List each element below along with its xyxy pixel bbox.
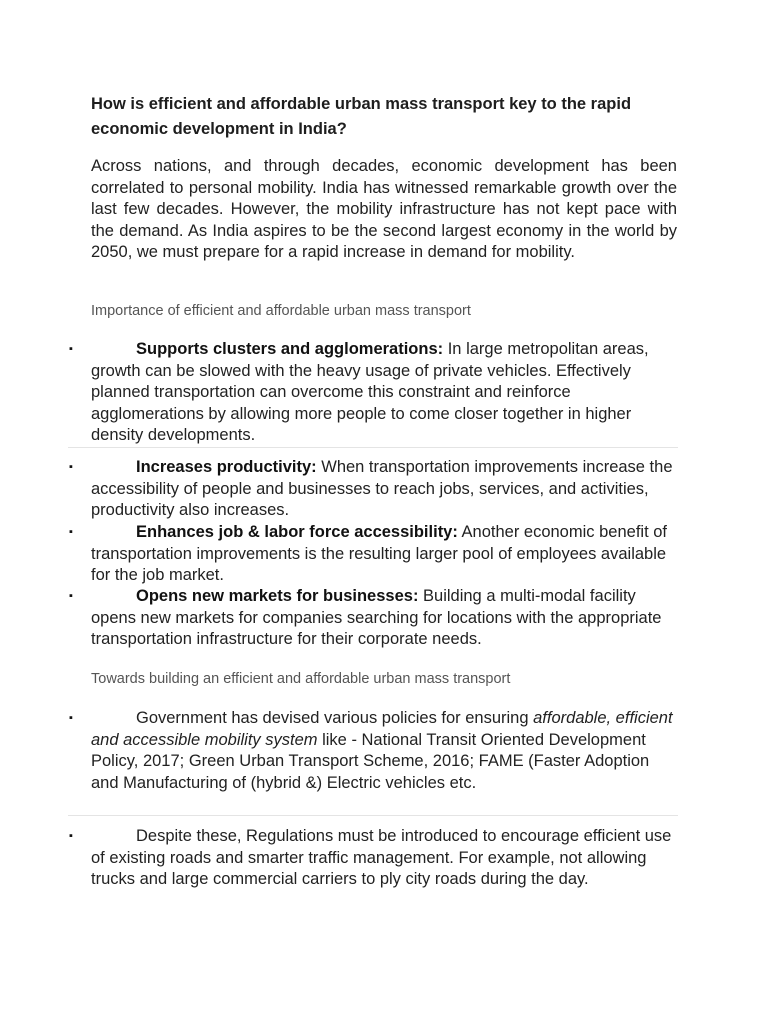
list-item-text: When transportation improvements increase the accessibility of people and businesses to reach jobs, services, and activities, productivity also increases. — [91, 458, 673, 520]
list-item-text: Another economic benefit of transportation improvements is the resulting larger pool of employees available for the job market. — [91, 523, 667, 585]
bullet-icon: ▪ — [69, 590, 73, 602]
list-item-job-access — [69, 522, 681, 587]
section-heading-importance: Importance of efficient and affordable urban mass transport — [91, 303, 471, 319]
list-item-text: Government has devised various policies for ensuring — [136, 709, 534, 727]
intro-paragraph: Across nations, and through decades, economic development has been correlated to personal mobility. India has witnessed remarkable growth over the last few decades. However, the mobility infrastructure has not kept pace with the demand. As India aspires to be the second largest economy in the world by 2050, we must prepare for a rapid increase in demand for mobility. — [91, 157, 677, 261]
list-item-text: Building a multi-modal facility opens new markets for companies searching for locations with the appropriate transportation infrastructure for their corporate needs. — [91, 587, 662, 649]
bullet-icon: ▪ — [69, 461, 73, 473]
page-title: How is efficient and affordable urban mass transport key to the rapid economic development in India? — [91, 95, 632, 138]
list-item-policies — [69, 708, 681, 794]
bullet-icon: ▪ — [69, 712, 73, 724]
list-item-title: Enhances job & labor force accessibility: — [136, 523, 458, 541]
list-item-productivity — [69, 457, 681, 522]
section-heading-towards: Towards building an efficient and affordable urban mass transport — [91, 671, 511, 687]
list-item-text: In large metropolitan areas, growth can be slowed with the heavy usage of private vehicles. Effectively planned transportation can overcome this constraint and reinforce agglomerations by allowing more people to come closer together in higher density developments. — [91, 340, 649, 445]
bullet-icon: ▪ — [69, 343, 73, 355]
list-item-emphasis: affordable, efficient and accessible mobility system — [91, 709, 673, 749]
list-item-new-markets — [69, 586, 681, 651]
list-item-title: Supports clusters and agglomerations: — [136, 340, 444, 358]
bullet-icon: ▪ — [69, 526, 73, 538]
list-item-text: like - National Transit Oriented Development Policy, 2017; Green Urban Transport Scheme, 2016; FAME (Faster Adoption and Manufacturing of (hybrid &) Electric vehicles etc. — [91, 730, 650, 792]
list-item-title: Increases productivity: — [136, 458, 317, 476]
bullet-icon: ▪ — [69, 830, 73, 842]
divider — [68, 447, 678, 448]
divider — [68, 815, 678, 816]
list-item-clusters — [69, 339, 681, 447]
list-item-text: Despite these, Regulations must be introduced to encourage efficient use of existing roads and smarter traffic management. For example, not allowing trucks and large commercial carriers to ply city roads during the day. — [91, 827, 672, 889]
list-item-title: Opens new markets for businesses: — [136, 587, 419, 605]
list-item-regulations — [69, 826, 681, 891]
